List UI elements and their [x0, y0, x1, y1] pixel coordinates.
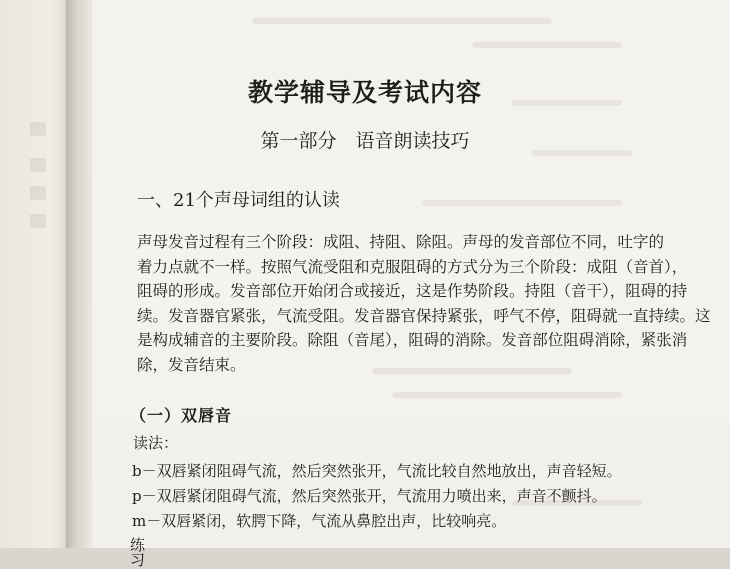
- page-title: 教学辅导及考试内容: [247, 78, 482, 107]
- paragraph-line: 声母发音过程有三个阶段：成阻、持阻、除阻。声母的发音部位不同，吐字的: [137, 233, 665, 251]
- paragraph-line: 续。发音器官紧张，气流受阻。发音器官保持紧张，呼气不停，阻碍就一直持续。这: [137, 306, 711, 325]
- reading-item: p－双唇紧闭阻碍气流，然后突然张开，气流用力喷出来，声音不颤抖。: [132, 487, 607, 505]
- cut-off-text: 练习: [130, 536, 146, 569]
- reading-list: [132, 459, 622, 534]
- reading-item: m－双唇紧闭，软腭下降，气流从鼻腔出声，比较响亮。: [132, 512, 507, 530]
- faint-print: [30, 158, 46, 172]
- paragraph-line: 阻碍的形成。发音部位开始闭合或接近，这是作势阶段。持阻（音干），阻碍的持: [137, 282, 688, 300]
- bleed-through-text: [252, 18, 552, 24]
- paragraph-line: 除，发音结束。: [137, 355, 246, 374]
- bleed-through-text: [392, 392, 622, 398]
- bleed-through-text: [422, 200, 622, 206]
- reading-label: 读法：: [133, 434, 179, 452]
- reading-item: b－双唇紧闭阻碍气流，然后突然张开，气流比较自然地放出，声音轻短。: [132, 462, 622, 480]
- section-heading: 一、21个声母词组的认读: [137, 190, 340, 211]
- paragraph-line: 是构成辅音的主要阶段。除阻（音尾），阻碍的消除。发音部位阻碍消除，紧张消: [137, 331, 688, 349]
- cut-off-heading: [130, 536, 158, 569]
- bleed-through-text: [472, 42, 622, 48]
- subsection-heading: （一）双唇音: [130, 406, 233, 425]
- paragraph-line: 着力点就不一样。按照气流受阻和克服阻碍的方式分为三个阶段：成阻（音首），: [137, 257, 688, 276]
- faint-print: [30, 214, 46, 228]
- faint-print: [30, 186, 46, 200]
- body-paragraph: [137, 230, 711, 377]
- part-heading: 第一部分 语音朗读技巧: [260, 130, 470, 152]
